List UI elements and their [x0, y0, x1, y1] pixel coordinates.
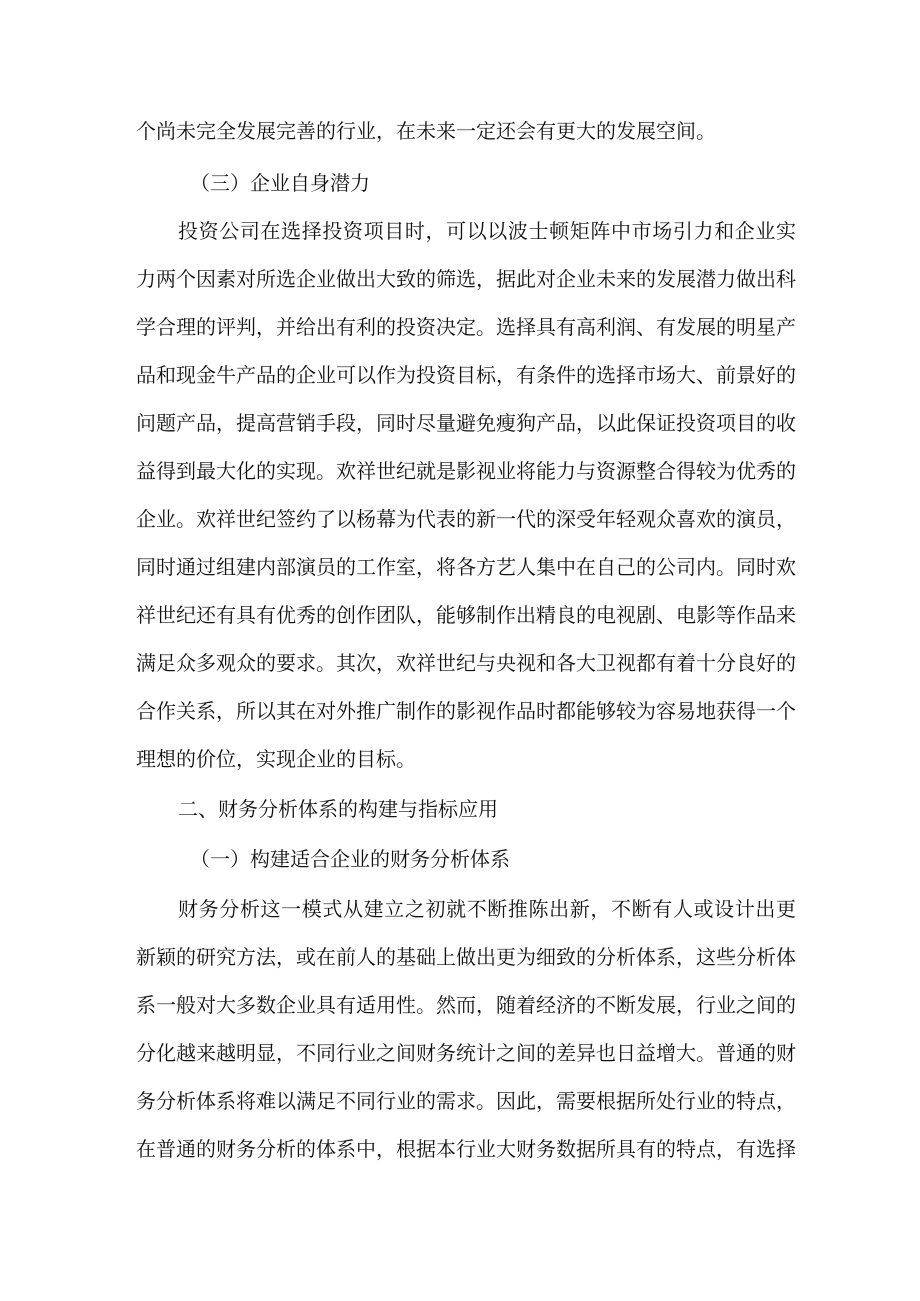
paragraph-line: 财务分析这一模式从建立之初就不断推陈出新，不断有人或设计出更	[178, 897, 796, 921]
paragraph-line: 合作关系，所以其在对外推广制作的影视作品时都能够较为容易地获得一个	[136, 699, 796, 723]
paragraph-line: 同时通过组建内部演员的工作室，将各方艺人集中在自己的公司内。同时欢	[136, 555, 796, 579]
paragraph-line: 学合理的评判，并给出有利的投资决定。选择具有高利润、有发展的明星产	[136, 315, 796, 339]
paragraph-line: 个尚未完全发展完善的行业，在未来一定还会有更大的发展空间。	[136, 119, 716, 143]
paragraph-line: 益得到最大化的实现。欢祥世纪就是影视业将能力与资源整合得较为优秀的	[136, 459, 796, 483]
paragraph-line: 在普通的财务分析的体系中，根据本行业大财务数据所具有的特点，有选择	[136, 1137, 796, 1161]
paragraph-line: 系一般对大多数企业具有适用性。然而，随着经济的不断发展，行业之间的	[136, 993, 796, 1017]
paragraph-line: 新颖的研究方法，或在前人的基础上做出更为细致的分析体系，这些分析体	[136, 945, 796, 969]
paragraph-line: 理想的价位，实现企业的目标。	[136, 747, 416, 771]
paragraph-line: 问题产品，提高营销手段，同时尽量避免瘦狗产品，以此保证投资项目的收	[136, 411, 796, 435]
section-heading: （三）企业自身潜力	[190, 171, 370, 195]
section-heading: 二、财务分析体系的构建与指标应用	[178, 797, 498, 821]
paragraph-line: 力两个因素对所选企业做出大致的筛选，据此对企业未来的发展潜力做出科	[136, 267, 796, 291]
paragraph-line: 务分析体系将难以满足不同行业的需求。因此，需要根据所处行业的特点，	[136, 1089, 796, 1113]
paragraph-line: 企业。欢祥世纪签约了以杨幕为代表的新一代的深受年轻观众喜欢的演员，	[136, 507, 796, 531]
paragraph-line: 投资公司在选择投资项目时，可以以波士顿矩阵中市场引力和企业实	[178, 219, 796, 243]
paragraph-line: 分化越来越明显，不同行业之间财务统计之间的差异也日益增大。普通的财	[136, 1041, 796, 1065]
subsection-heading: （一）构建适合企业的财务分析体系	[190, 847, 510, 871]
paragraph-line: 祥世纪还有具有优秀的创作团队，能够制作出精良的电视剧、电影等作品来	[136, 603, 796, 627]
paragraph-line: 品和现金牛产品的企业可以作为投资目标，有条件的选择市场大、前景好的	[136, 363, 796, 387]
paragraph-line: 满足众多观众的要求。其次，欢祥世纪与央视和各大卫视都有着十分良好的	[136, 651, 796, 675]
